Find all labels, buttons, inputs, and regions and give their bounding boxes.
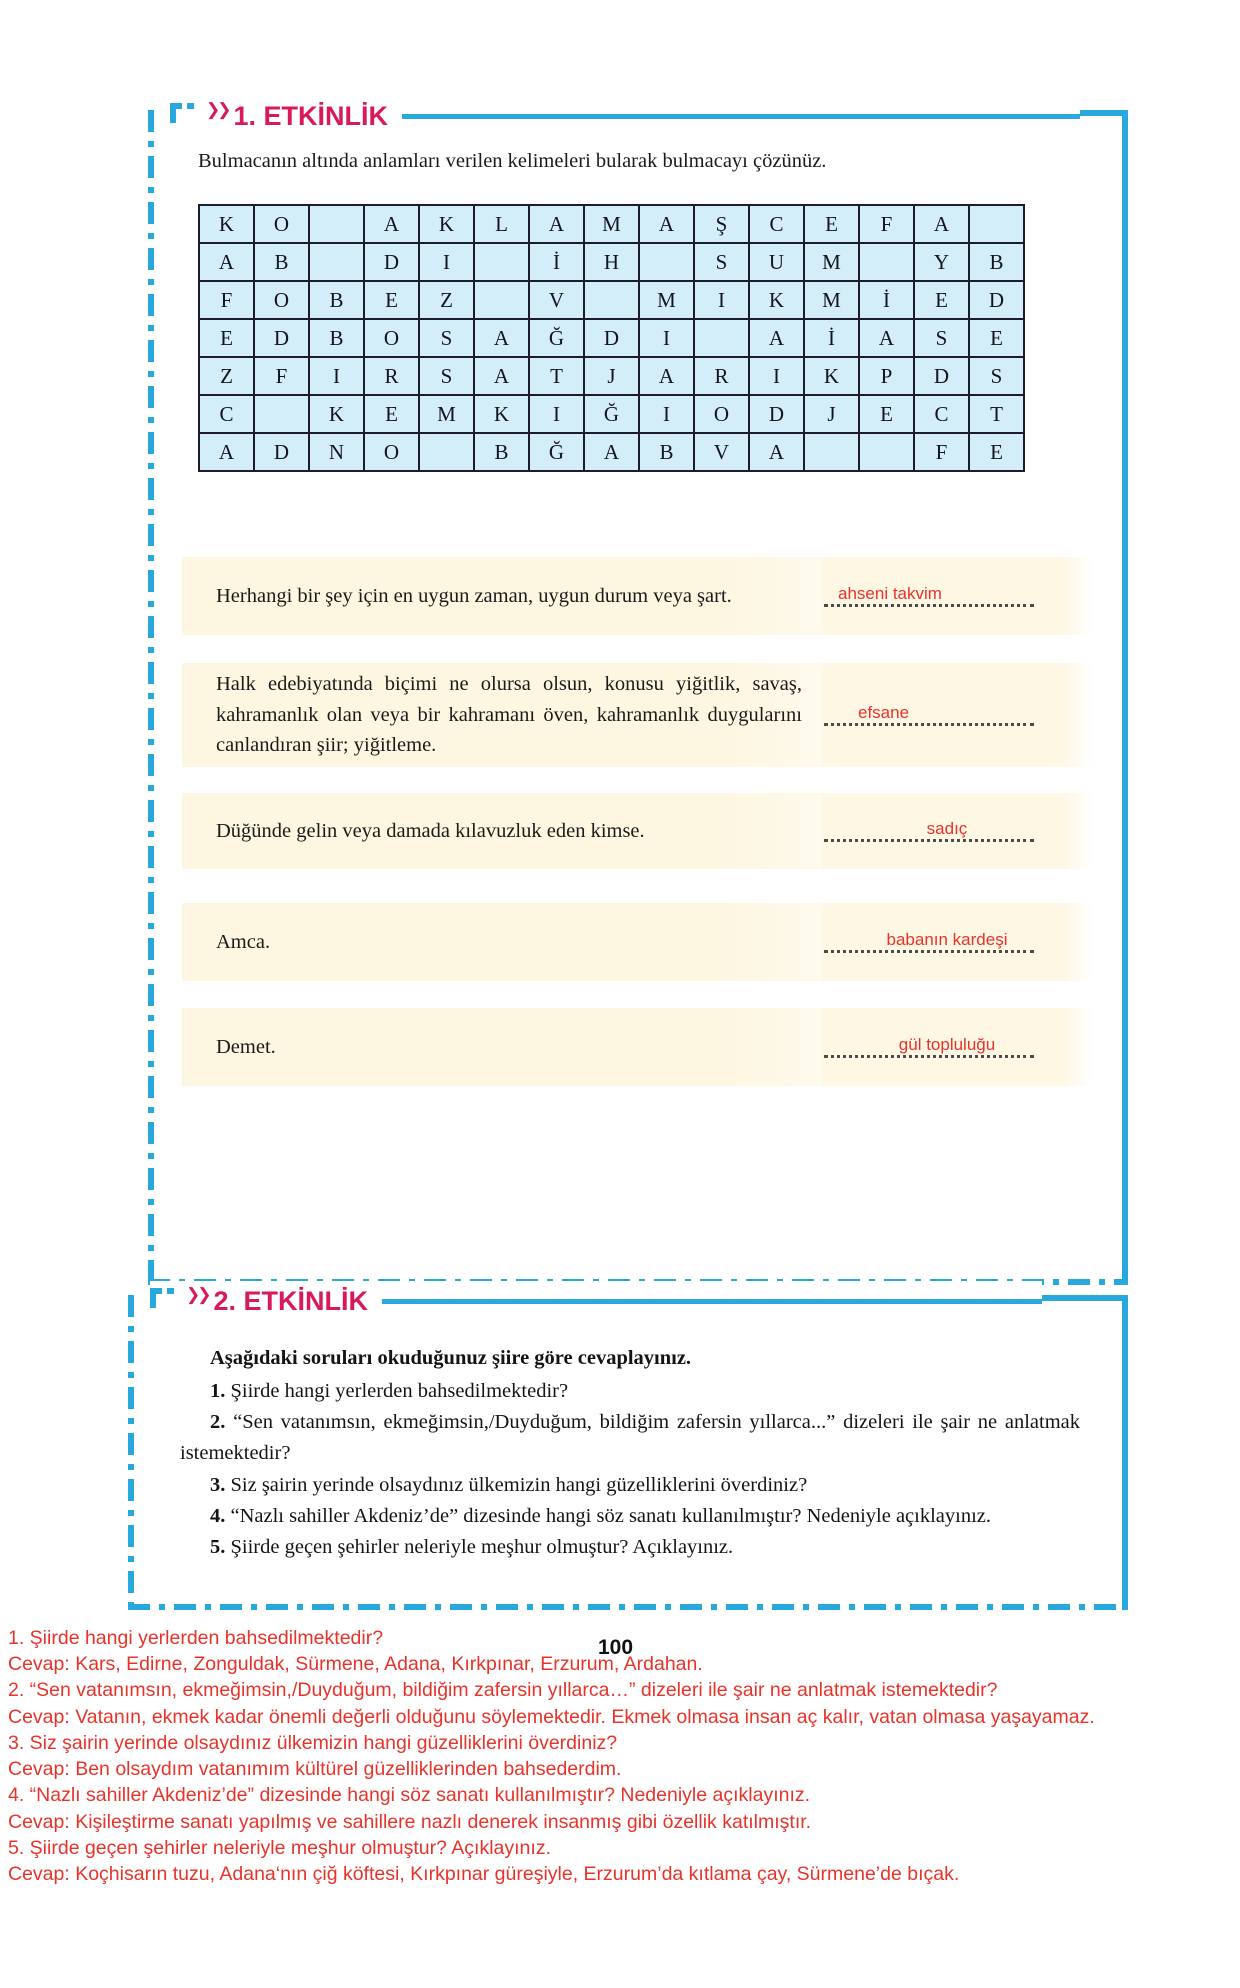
word-grid-cell[interactable]: Y <box>914 243 969 281</box>
word-grid-cell[interactable]: A <box>639 205 694 243</box>
question-lead: Aşağıdaki soruları okuduğunuz şiire göre cevaplayınız. <box>210 1347 692 1369</box>
word-grid-cell[interactable]: S <box>914 319 969 357</box>
word-grid-cell[interactable]: A <box>749 433 804 471</box>
word-grid-cell[interactable]: F <box>254 357 309 395</box>
answer-dotted-line <box>824 839 1034 842</box>
word-grid-cell[interactable] <box>694 319 749 357</box>
word-grid-cell[interactable]: K <box>749 281 804 319</box>
word-grid-cell[interactable]: K <box>474 395 529 433</box>
activity-1-title: 1. ETKİNLİK <box>233 100 389 131</box>
word-grid-cell[interactable]: M <box>419 395 474 433</box>
word-grid-cell[interactable]: D <box>969 281 1024 319</box>
word-grid-cell[interactable]: E <box>364 281 419 319</box>
word-grid-cell[interactable]: A <box>584 433 639 471</box>
word-grid-cell[interactable]: I <box>309 357 364 395</box>
answer-key-line: Cevap: Koçhisarın tuzu, Adana‘nın çiğ köftesi, Kırkpınar güreşiyle, Erzurum’da kıtlama çay, Sürmene’de bıçak. <box>8 1862 960 1885</box>
word-grid-cell[interactable]: P <box>859 357 914 395</box>
question-number: 5. <box>210 1535 231 1558</box>
word-grid-cell[interactable]: Ğ <box>584 395 639 433</box>
word-grid-cell[interactable]: B <box>969 243 1024 281</box>
definition-text: Amca. <box>216 930 271 953</box>
word-grid-cell[interactable]: M <box>804 243 859 281</box>
word-grid-cell[interactable]: R <box>694 357 749 395</box>
word-grid-cell[interactable]: K <box>309 395 364 433</box>
word-grid-cell[interactable]: V <box>694 433 749 471</box>
word-grid-cell[interactable]: B <box>309 281 364 319</box>
answer-key-line: Cevap: Kars, Edirne, Zonguldak, Sürmene, Adana, Kırkpınar, Erzurum, Ardahan. <box>8 1653 703 1676</box>
word-grid-cell[interactable]: O <box>254 281 309 319</box>
questions-container <box>180 1376 1080 1563</box>
definition-row <box>182 663 1094 767</box>
word-grid-row <box>199 395 1024 433</box>
word-grid-cell[interactable] <box>969 205 1024 243</box>
word-grid-cell[interactable]: İ <box>804 319 859 357</box>
word-grid-cell[interactable] <box>474 281 529 319</box>
answer-word: gül topluluğu <box>898 1035 996 1054</box>
question-item: 4. “Nazlı sahiller Akdeniz’de” dizesinde hangi söz sanatı kullanılmıştır? Nedeniyle açıklayınız. <box>210 1504 992 1527</box>
word-grid-cell[interactable]: A <box>529 205 584 243</box>
word-grid-cell[interactable]: S <box>694 243 749 281</box>
activity-2-block <box>128 1284 1128 1610</box>
definition-text: Herhangi bir şey için en uygun zaman, uygun durum veya şart. <box>216 584 732 607</box>
word-grid-cell[interactable]: İ <box>529 243 584 281</box>
word-grid-cell[interactable]: E <box>859 395 914 433</box>
dashed-left-rail <box>148 110 154 1285</box>
page-number: 100 <box>598 1636 634 1659</box>
word-grid-cell[interactable]: K <box>804 357 859 395</box>
word-grid-cell[interactable]: H <box>584 243 639 281</box>
word-grid-cell[interactable]: O <box>364 433 419 471</box>
header-rule-2 <box>382 1299 1042 1304</box>
word-grid-cell[interactable]: A <box>859 319 914 357</box>
word-grid-cell[interactable]: E <box>969 433 1024 471</box>
answer-slot[interactable] <box>822 903 1094 981</box>
answer-slot[interactable] <box>822 557 1094 635</box>
word-grid-cell[interactable] <box>859 243 914 281</box>
word-grid-cell[interactable]: M <box>804 281 859 319</box>
word-grid-cell[interactable]: B <box>474 433 529 471</box>
word-grid-cell[interactable]: C <box>749 205 804 243</box>
word-grid-cell[interactable]: Z <box>419 281 474 319</box>
word-grid-cell[interactable]: O <box>694 395 749 433</box>
word-grid-cell[interactable]: T <box>969 395 1024 433</box>
word-grid-cell[interactable]: E <box>364 395 419 433</box>
question-list <box>180 1343 1080 1563</box>
word-grid-cell[interactable] <box>639 243 694 281</box>
word-grid-row <box>199 433 1024 471</box>
dashed-bottom-rail-2 <box>128 1604 1128 1610</box>
word-grid-cell[interactable]: E <box>969 319 1024 357</box>
word-grid-row <box>199 281 1024 319</box>
word-grid-row <box>199 205 1024 243</box>
definition-text: Düğünde gelin veya damada kılavuzluk eden kimse. <box>216 819 645 842</box>
word-grid-cell[interactable]: I <box>639 319 694 357</box>
word-grid-cell[interactable] <box>419 433 474 471</box>
word-grid-cell[interactable]: D <box>254 433 309 471</box>
double-arrow-icon-2: ❯❯ <box>186 1284 209 1304</box>
word-search-grid[interactable] <box>198 204 1025 472</box>
definition-row <box>182 903 1094 981</box>
word-grid-row <box>199 319 1024 357</box>
word-grid-cell[interactable]: D <box>254 319 309 357</box>
word-grid-cell[interactable]: A <box>474 319 529 357</box>
word-grid-cell[interactable]: A <box>199 433 254 471</box>
answer-dotted-line <box>824 723 1034 726</box>
word-grid-cell[interactable]: M <box>584 205 639 243</box>
word-grid-cell[interactable]: K <box>199 205 254 243</box>
definition-row <box>182 557 1094 635</box>
word-grid-cell[interactable]: V <box>529 281 584 319</box>
question-item: 5. Şiirde geçen şehirler neleriyle meşhur olmuştur? Açıklayınız. <box>210 1535 734 1558</box>
answer-key-line: Cevap: Kişileştirme sanatı yapılmış ve sahillere nazlı denerek insanmış gibi özellik katılmıştır. <box>8 1810 812 1833</box>
word-grid-cell[interactable]: A <box>364 205 419 243</box>
answer-word: ahseni takvim <box>838 584 942 603</box>
word-grid-cell[interactable]: N <box>309 433 364 471</box>
word-grid-cell[interactable]: E <box>914 281 969 319</box>
activity-1-block <box>148 99 1128 1285</box>
question-item: 2. “Sen vatanımsın, ekmeğimsin,/Duyduğum, bildiğim zafersin yıllarca...” dizeleri ile şair ne anlatmak istemektedir? <box>180 1411 1081 1465</box>
answer-word: efsane <box>858 703 910 722</box>
answer-key-line: 3. Siz şairin yerinde olsaydınız ülkemizin hangi güzelliklerini överdiniz? <box>8 1731 618 1754</box>
answer-slot[interactable] <box>822 793 1094 869</box>
solid-right-rail <box>1122 110 1128 1285</box>
word-search-table[interactable] <box>198 204 1025 472</box>
activity-2-title: 2. ETKİNLİK <box>213 1285 369 1316</box>
answer-key-line: 5. Şiirde geçen şehirler neleriyle meşhur olmuştur? Açıklayınız. <box>8 1836 551 1859</box>
word-grid-cell[interactable]: J <box>584 357 639 395</box>
word-grid-cell[interactable]: L <box>474 205 529 243</box>
answer-key-line: 1. Şiirde hangi yerlerden bahsedilmektedir? <box>8 1627 384 1649</box>
word-grid-cell[interactable]: B <box>639 433 694 471</box>
word-grid-cell[interactable]: E <box>199 319 254 357</box>
word-grid-cell[interactable]: O <box>254 205 309 243</box>
double-arrow-icon: ❯❯ <box>206 99 229 119</box>
word-grid-cell[interactable]: I <box>529 395 584 433</box>
word-grid-cell[interactable] <box>474 243 529 281</box>
word-grid-cell[interactable]: F <box>859 205 914 243</box>
corner-bracket-icon-2 <box>150 1288 184 1314</box>
corner-bracket-icon <box>170 103 204 129</box>
word-grid-cell[interactable]: D <box>364 243 419 281</box>
word-grid-cell[interactable]: M <box>639 281 694 319</box>
word-grid-cell[interactable]: A <box>639 357 694 395</box>
question-item: 1. Şiirde hangi yerlerden bahsedilmektedir? <box>210 1380 569 1403</box>
word-grid-cell[interactable]: Z <box>199 357 254 395</box>
word-grid-cell[interactable] <box>309 243 364 281</box>
solid-right-rail-2 <box>1122 1295 1128 1610</box>
word-grid-cell[interactable]: B <box>254 243 309 281</box>
question-item: 3. Siz şairin yerinde olsaydınız ülkemizin hangi güzelliklerini överdiniz? <box>210 1473 808 1496</box>
answer-slot[interactable] <box>822 663 1094 767</box>
definition-row <box>182 793 1094 869</box>
answer-dotted-line <box>824 604 1034 607</box>
word-grid-cell[interactable]: A <box>199 243 254 281</box>
word-grid-cell[interactable] <box>804 433 859 471</box>
question-number: 3. <box>210 1473 231 1496</box>
word-grid-cell[interactable] <box>309 205 364 243</box>
word-grid-cell[interactable]: U <box>749 243 804 281</box>
word-grid-cell[interactable] <box>254 395 309 433</box>
question-number: 2. <box>210 1411 234 1434</box>
word-grid-cell[interactable]: İ <box>859 281 914 319</box>
answer-dotted-line <box>824 950 1034 953</box>
word-grid-cell[interactable]: Ş <box>694 205 749 243</box>
answer-key <box>8 1625 1233 1887</box>
definition-row <box>182 1008 1094 1086</box>
word-grid-cell[interactable]: S <box>419 319 474 357</box>
word-grid-cell[interactable]: D <box>584 319 639 357</box>
word-grid-cell[interactable]: J <box>804 395 859 433</box>
word-grid-cell[interactable]: I <box>639 395 694 433</box>
word-grid-cell[interactable]: C <box>914 395 969 433</box>
word-grid-cell[interactable]: A <box>749 319 804 357</box>
definition-text: Demet. <box>216 1035 276 1058</box>
word-grid-cell[interactable]: B <box>309 319 364 357</box>
word-grid-cell[interactable]: O <box>364 319 419 357</box>
word-grid-cell[interactable]: I <box>419 243 474 281</box>
question-number: 4. <box>210 1504 231 1527</box>
word-grid-cell[interactable]: I <box>694 281 749 319</box>
word-grid-cell[interactable]: Ğ <box>529 319 584 357</box>
word-grid-row <box>199 243 1024 281</box>
word-grid-cell[interactable]: D <box>749 395 804 433</box>
word-grid-cell[interactable]: C <box>199 395 254 433</box>
activity-2-header <box>150 1281 1042 1321</box>
activity-1-instruction: Bulmacanın altında anlamları verilen kelimeleri bularak bulmacayı çözünüz. <box>198 150 827 172</box>
word-grid-cell[interactable]: E <box>804 205 859 243</box>
word-grid-cell[interactable]: S <box>419 357 474 395</box>
word-grid-cell[interactable]: Ğ <box>529 433 584 471</box>
word-grid-cell[interactable] <box>584 281 639 319</box>
word-grid-row <box>199 357 1024 395</box>
word-grid-cell[interactable]: D <box>914 357 969 395</box>
answer-key-line: Cevap: Vatanın, ekmek kadar önemli değerli olduğunu söylemektedir. Ekmek olmasa insan aç kalır, vatan olmasa yaşayamaz. <box>8 1705 1095 1728</box>
answer-key-line: 2. “Sen vatanımsın, ekmeğimsin,/Duyduğum, bildiğim zafersin yıllarca…” dizeleri ile şair ne anlatmak istemektedir? <box>8 1679 998 1702</box>
activity-1-header <box>170 96 1080 136</box>
definition-text: Halk edebiyatında biçimi ne olursa olsun, konusu yiğitlik, savaş, kahramanlık olan veya bir kahramanı öven, kahramanlık duygularını canlandıran şiir; yiğitleme. <box>216 672 802 757</box>
answer-slot[interactable] <box>822 1008 1094 1086</box>
word-grid-cell[interactable] <box>859 433 914 471</box>
answer-dotted-line <box>824 1055 1034 1058</box>
question-number: 1. <box>210 1380 231 1403</box>
word-grid-cell[interactable]: K <box>419 205 474 243</box>
answer-word: sadıç <box>926 819 968 838</box>
answer-key-line: Cevap: Ben olsaydım vatanımım kültürel güzelliklerinden bahsederdim. <box>8 1758 622 1781</box>
word-grid-cell[interactable]: T <box>529 357 584 395</box>
header-rule <box>402 114 1080 119</box>
word-grid-cell[interactable]: F <box>199 281 254 319</box>
word-grid-cell[interactable]: S <box>969 357 1024 395</box>
word-grid-cell[interactable]: I <box>749 357 804 395</box>
dashed-left-rail-2 <box>128 1295 134 1610</box>
word-grid-cell[interactable]: A <box>474 357 529 395</box>
word-grid-cell[interactable]: F <box>914 433 969 471</box>
answer-key-line: 4. “Nazlı sahiller Akdeniz’de” dizesinde hangi söz sanatı kullanılmıştır? Nedeniyle açıklayınız. <box>8 1784 811 1807</box>
answer-word: babanın kardeşi <box>886 930 1008 949</box>
word-grid-cell[interactable]: A <box>914 205 969 243</box>
word-grid-cell[interactable]: R <box>364 357 419 395</box>
